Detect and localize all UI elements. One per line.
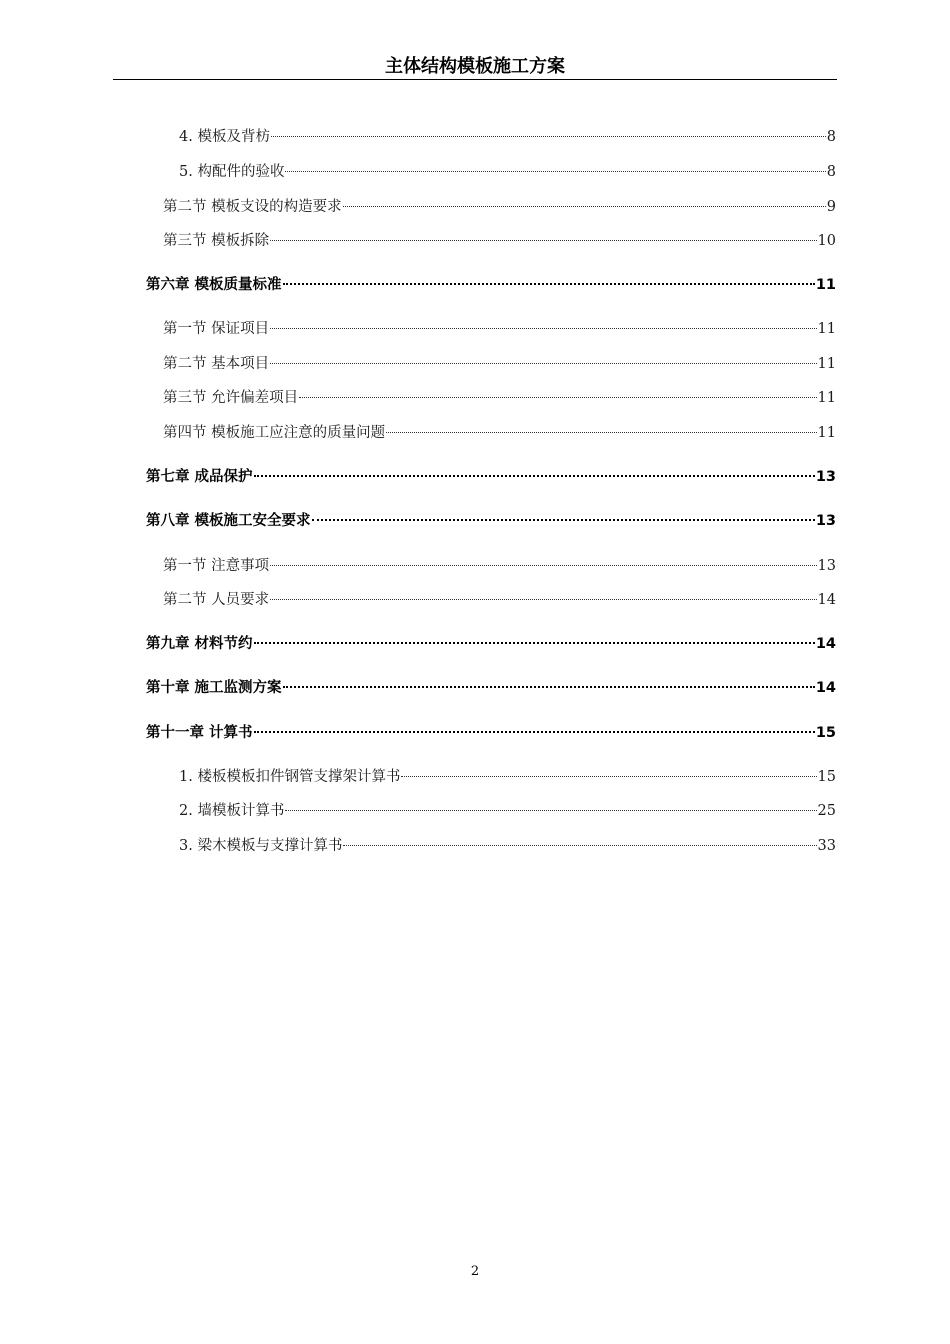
toc-entry-label: 第二节 模板支设的构造要求 bbox=[163, 199, 342, 215]
toc-entry[interactable] bbox=[163, 422, 836, 444]
dot-leader bbox=[386, 432, 816, 433]
toc-entry-label: 第七章 成品保护 bbox=[146, 469, 253, 485]
toc-entry-page: 15 bbox=[815, 725, 836, 741]
dot-leader bbox=[343, 845, 816, 846]
toc-entry-page: 11 bbox=[817, 390, 836, 406]
toc-entry-label: 3. 梁木模板与支撑计算书 bbox=[179, 838, 343, 854]
toc-entry-page: 13 bbox=[815, 513, 836, 529]
toc-entry-label: 2. 墙模板计算书 bbox=[179, 803, 285, 819]
toc-entry[interactable] bbox=[179, 800, 836, 822]
dot-leader bbox=[254, 642, 815, 644]
toc-entry-chapter[interactable] bbox=[146, 677, 836, 699]
toc-entry-page: 11 bbox=[815, 277, 836, 293]
dot-leader bbox=[401, 776, 816, 777]
dot-leader bbox=[270, 328, 816, 329]
toc-entry-label: 第十章 施工监测方案 bbox=[146, 680, 282, 696]
dot-leader bbox=[312, 519, 815, 521]
toc-entry-page: 8 bbox=[826, 129, 836, 145]
dot-leader bbox=[254, 731, 815, 733]
dot-leader bbox=[254, 475, 815, 477]
toc-entry-page: 13 bbox=[817, 558, 836, 574]
toc-entry-chapter[interactable] bbox=[146, 722, 836, 744]
toc-entry-label: 第十一章 计算书 bbox=[146, 725, 253, 741]
toc-entry-page: 25 bbox=[817, 803, 836, 819]
toc-entry-page: 9 bbox=[826, 199, 836, 215]
toc-entry[interactable] bbox=[163, 318, 836, 340]
toc-entry-page: 10 bbox=[817, 233, 836, 249]
toc-entry[interactable] bbox=[163, 353, 836, 375]
toc-entry-label: 第一节 保证项目 bbox=[163, 321, 270, 337]
toc-entry[interactable] bbox=[163, 589, 836, 611]
toc-entry-label: 第六章 模板质量标准 bbox=[146, 277, 282, 293]
dot-leader bbox=[271, 136, 826, 137]
toc-entry[interactable] bbox=[163, 387, 836, 409]
toc-entry-page: 14 bbox=[817, 592, 836, 608]
dot-leader bbox=[270, 599, 816, 600]
toc-entry-label: 第四节 模板施工应注意的质量问题 bbox=[163, 425, 386, 441]
toc-entry-page: 11 bbox=[817, 321, 836, 337]
toc-entry-label: 第九章 材料节约 bbox=[146, 636, 253, 652]
dot-leader bbox=[299, 397, 816, 398]
toc-entry-page: 14 bbox=[815, 636, 836, 652]
dot-leader bbox=[285, 810, 816, 811]
toc-entry-label: 5. 构配件的验收 bbox=[179, 164, 285, 180]
toc-entry-chapter[interactable] bbox=[146, 274, 836, 296]
toc-entry[interactable] bbox=[163, 230, 836, 252]
toc-entry-label: 第二节 人员要求 bbox=[163, 592, 270, 608]
dot-leader bbox=[270, 565, 816, 566]
toc-entry-page: 14 bbox=[815, 680, 836, 696]
toc-entry-chapter[interactable] bbox=[146, 466, 836, 488]
toc-entry-label: 第八章 模板施工安全要求 bbox=[146, 513, 311, 529]
dot-leader bbox=[270, 363, 816, 364]
toc-entry[interactable] bbox=[179, 766, 836, 788]
document-title: 主体结构模板施工方案 bbox=[385, 56, 565, 77]
dot-leader bbox=[283, 686, 815, 688]
dot-leader bbox=[343, 206, 826, 207]
toc-entry-page: 15 bbox=[817, 769, 836, 785]
toc-entry-page: 13 bbox=[815, 469, 836, 485]
toc-entry-label: 第一节 注意事项 bbox=[163, 558, 270, 574]
toc-entry-page: 11 bbox=[817, 356, 836, 372]
toc-entry-label: 1. 楼板模板扣件钢管支撑架计算书 bbox=[179, 769, 401, 785]
toc-entry[interactable] bbox=[179, 126, 836, 148]
page-number: 2 bbox=[470, 1264, 480, 1279]
toc-entry-page: 33 bbox=[817, 838, 836, 854]
toc-entry-chapter[interactable] bbox=[146, 510, 836, 532]
toc-entry[interactable] bbox=[179, 161, 836, 183]
toc-entry[interactable] bbox=[163, 555, 836, 577]
dot-leader bbox=[283, 283, 815, 285]
toc-entry-label: 第二节 基本项目 bbox=[163, 356, 270, 372]
toc-entry-label: 第三节 允许偏差项目 bbox=[163, 390, 299, 406]
dot-leader bbox=[285, 171, 825, 172]
dot-leader bbox=[270, 240, 816, 241]
toc-entry-page: 11 bbox=[817, 425, 836, 441]
toc-entry-page: 8 bbox=[826, 164, 836, 180]
page-header bbox=[113, 55, 837, 80]
toc-entry[interactable] bbox=[179, 835, 836, 857]
toc-entry-label: 第三节 模板拆除 bbox=[163, 233, 270, 249]
toc-entry[interactable] bbox=[163, 196, 836, 218]
toc-entry-label: 4. 模板及背枋 bbox=[179, 129, 270, 145]
toc-entry-chapter[interactable] bbox=[146, 633, 836, 655]
